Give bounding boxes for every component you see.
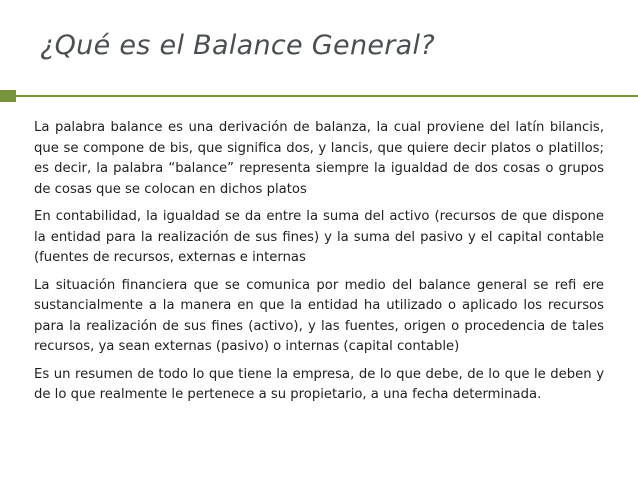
paragraph-financial-situation: La situación financiera que se comunica por medio del balance general se refi ere sustancialmente a la manera en que la entidad ha utilizado o aplicado los recursos para la realización de sus fines (activo), y las fuentes, origen o procedencia de tales recursos, ya sean externas (pasivo) o internas (capital contable): [34, 277, 604, 354]
paragraph-summary: Es un resumen de todo lo que tiene la empresa, de lo que debe, de lo que le deben y de lo que realmente le pertenece a su propietario, a una fecha determinada.: [34, 366, 604, 402]
title-accent-bar: [0, 90, 638, 102]
paragraph-accounting-equality: En contabilidad, la igualdad se da entre la suma del activo (recursos de que dispone la entidad para la realización de sus fines) y la suma del pasivo y el capital contable (fuentes de recursos, externas e internas: [34, 209, 604, 265]
slide-body: [34, 118, 604, 413]
accent-divider-line: [16, 95, 638, 97]
paragraph-origin: La palabra balance es una derivación de balanza, la cual proviene del latín bilancis, que se compone de bis, que significa dos, y lancis, que quiere decir platos o platillos; es decir, la palabra “balance” representa siempre la igualdad de dos cosas o grupos de cosas que se colocan en dichos platos: [34, 120, 604, 197]
accent-square: [0, 90, 16, 102]
slide-title: ¿Qué es el Balance General?: [40, 30, 435, 61]
